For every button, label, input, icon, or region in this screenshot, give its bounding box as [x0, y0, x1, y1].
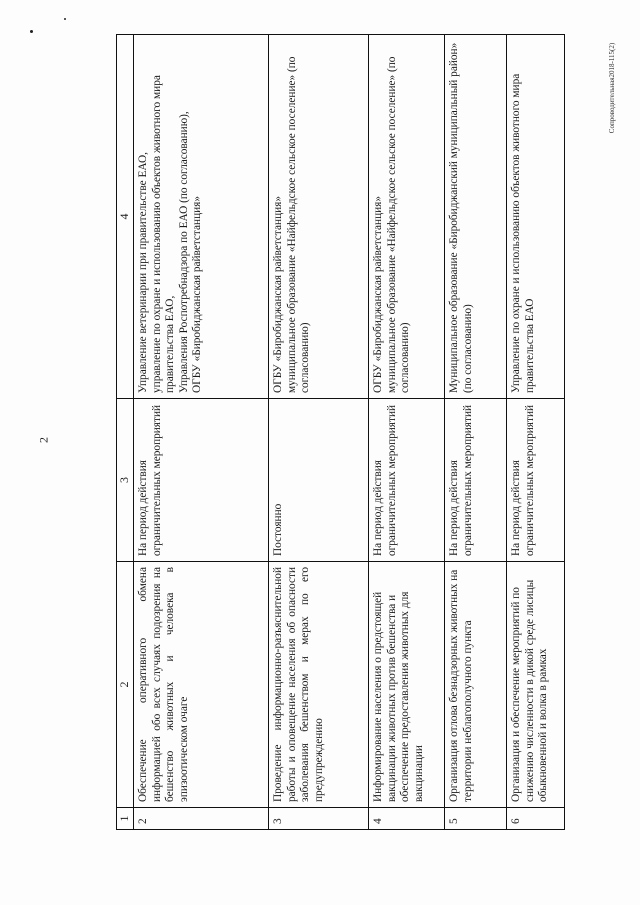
measure-cell: Организация и обеспечение мероприятий по снижению численности в дикой среде лисицы обыкновенной и волка в рамках: [507, 562, 565, 808]
responsible-cell: [507, 35, 565, 399]
responsible-line: ОГБУ «Биробиджанская райветстанция»: [191, 195, 204, 393]
responsible-line: Муниципальное образование «Биробиджанский муниципальный район» (по согласованию): [448, 42, 474, 393]
responsible-cell: [134, 35, 269, 399]
responsible-line: Управление по охране и использованию объектов животного мира правительства ЕАО: [510, 73, 536, 393]
row-number: 5: [445, 808, 507, 830]
responsible-cell: [269, 35, 369, 399]
table-row: [507, 35, 565, 830]
table-row: [269, 35, 369, 830]
table-row: [369, 35, 445, 830]
row-number: 4: [369, 808, 445, 830]
period-cell: На период действия ограничительных мероприятий: [507, 399, 565, 562]
header-cell: 1: [117, 808, 134, 830]
responsible-cell: [369, 35, 445, 399]
row-number: 2: [134, 808, 269, 830]
header-cell: 2: [117, 562, 134, 808]
period-cell: На период действия ограничительных мероприятий: [445, 399, 507, 562]
responsible-line: Управления Роспотребнадзора по ЕАО (по согласованию),: [177, 111, 190, 393]
responsible-line: ОГБУ «Биробиджанская райветстанция»: [272, 195, 284, 393]
rotated-table-wrapper: [116, 35, 601, 830]
measure-cell: Проведение информационно-разъяснительной работы и оповещение населения об опасности заболевания бешенством и мерах по его предупреждению: [269, 562, 369, 808]
table-row: [445, 35, 507, 830]
period-cell: На период действия ограничительных мероприятий: [369, 399, 445, 562]
page-number: 2: [36, 437, 51, 443]
scan-speck: [64, 18, 66, 20]
table-header-row: [117, 35, 134, 830]
scan-speck: [30, 30, 33, 33]
header-cell: 4: [117, 35, 134, 399]
responsible-line: муниципальное образование «Найфельдское сельское поселение» (по согласованию): [385, 56, 412, 393]
responsible-line: Управление ветеринарии при правительстве ЕАО,: [137, 152, 149, 393]
responsible-line: управление по охране и использованию объектов животного мира правительства ЕАО,: [150, 75, 177, 393]
responsible-cell: [445, 35, 507, 399]
header-cell: 3: [117, 399, 134, 562]
period-cell: На период действия ограничительных мероприятий: [134, 399, 269, 562]
measure-cell: Информирование населения о предстоящей вакцинации животных против бешенства и обеспечение предоставления животных для вакцинации: [369, 562, 445, 808]
period-cell: Постоянно: [269, 399, 369, 562]
responsible-line: муниципальное образование «Найфельдское сельское поселение» (по согласованию): [285, 56, 312, 393]
measure-cell: Организация отлова безнадзорных животных на территории неблагополучного пункта: [445, 562, 507, 808]
measures-table: [116, 34, 565, 830]
responsible-line: ОГБУ «Биробиджанская райветстанция»: [372, 195, 384, 393]
row-number: 6: [507, 808, 565, 830]
document-footer-code: Сопроводительная2018-115(2): [608, 42, 616, 134]
table-row: [134, 35, 269, 830]
row-number: 3: [269, 808, 369, 830]
measure-cell: Обеспечение оперативного обмена информацией обо всех случаях подозрения на бешенство животных и человека в эпизоотическом очаге: [134, 562, 269, 808]
